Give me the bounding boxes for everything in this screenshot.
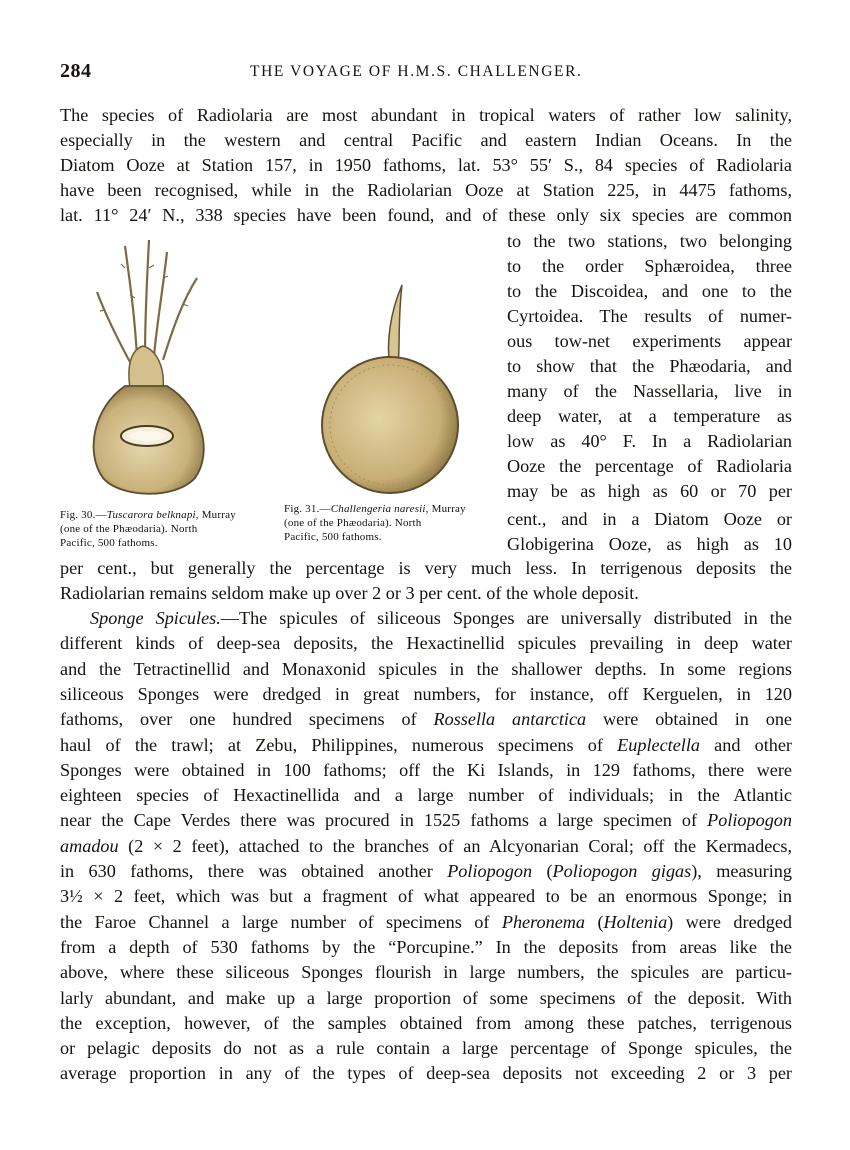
- p1-line: Diatom Ooze at Station 157, in 1950 fathoms, lat. 53° 55′ S., 84 species of Radiolaria: [60, 155, 792, 175]
- p2-line: fathoms, over one hundred specimens of Rossella antarctica were obtained in one: [60, 709, 792, 730]
- p1-line: lat. 11° 24′ N., 338 species have been found, and of these only six species are common: [60, 205, 792, 225]
- p2-line: average proportion in any of the types of deep-sea deposits not exceeding 2 or 3 per: [60, 1063, 792, 1084]
- p2-line: near the Cape Verdes there was procured in 1525 fathoms a large specimen of Poliopogon: [60, 810, 792, 831]
- figure-30-caption: [60, 508, 260, 550]
- p2-line: haul of the trawl; at Zebu, Philippines, numerous specimens of Euplectella and other: [60, 734, 792, 755]
- p2-line: amadou (2 × 2 feet), attached to the branches of an Alcyonarian Coral; off the Kermadecs,: [60, 835, 792, 856]
- p2-line: the exception, however, of the samples obtained from among these patches, terrigenous: [60, 1012, 792, 1033]
- p1-column-line: many of the Nassellaria, live in: [507, 381, 792, 401]
- p2-line: Sponge Spicules.—The spicules of siliceous Sponges are universally distributed in the: [90, 608, 792, 628]
- p1-column-line: to show that the Phæodaria, and: [507, 356, 792, 376]
- fig30-line3: Pacific, 500 fathoms.: [60, 537, 158, 549]
- p1-line: especially in the western and central Pacific and eastern Indian Oceans. In the: [60, 130, 792, 150]
- p2-line: from a depth of 530 fathoms by the “Porcupine.” In the deposits from areas like the: [60, 936, 792, 957]
- p2-line: siliceous Sponges were dredged in great numbers, for instance, off Kerguelen, in 120: [60, 683, 792, 704]
- p1-column-line: low as 40° F. In a Radiolarian: [507, 431, 792, 451]
- p1-line: have been recognised, while in the Radiolarian Ooze at Station 225, in 4475 fathoms,: [60, 180, 792, 200]
- p1-line: The species of Radiolaria are most abundant in tropical waters of rather low salinity,: [60, 105, 792, 125]
- fig30-label: Fig. 30.—: [60, 509, 107, 521]
- running-title: THE VOYAGE OF H.M.S. CHALLENGER.: [250, 63, 583, 80]
- p1-column-line: may be as high as 60 or 70 per: [507, 481, 792, 501]
- fig31-label: Fig. 31.—: [284, 503, 331, 515]
- p1-column-line: deep water, at a temperature as: [507, 406, 792, 426]
- p2-line: eighteen species of Hexactinellida and a large number of individuals; in the Atlantic: [60, 785, 792, 806]
- p1-column-line: cent., and in a Diatom Ooze or: [507, 509, 792, 529]
- fig31-line2: (one of the Phæodaria). North: [284, 517, 422, 529]
- fig31-species: Challengeria naresii,: [330, 503, 429, 515]
- p2-line: and the Tetractinellid and Monaxonid spicules in the shallower depths. In some regions: [60, 658, 792, 679]
- p2-line: larly abundant, and make up a large proportion of some specimens of the deposit. With: [60, 987, 792, 1008]
- p1-column-line: to the two stations, two belonging: [507, 231, 792, 251]
- p1-column-line: Cyrtoidea. The results of numer-: [507, 306, 792, 326]
- p2-line: above, where these siliceous Sponges flourish in large numbers, the spicules are particu-: [60, 962, 792, 983]
- fig30-species: Tuscarora belknapi,: [106, 509, 199, 521]
- page-header: [60, 60, 792, 84]
- p1-column-line: Globigerina Ooze, as high as 10: [507, 534, 792, 554]
- p2-line: Sponges were obtained in 100 fathoms; off the Ki Islands, in 129 fathoms, there were: [60, 759, 792, 780]
- p2-line: in 630 fathoms, there was obtained another Poliopogon (Poliopogon gigas), measuring: [60, 861, 792, 881]
- figure-31-illustration: [310, 283, 460, 498]
- p2-line: the Faroe Channel a large number of specimens of Pheronema (Holtenia) were dredged: [60, 911, 792, 932]
- fig30-author: Murray: [198, 509, 236, 521]
- p2-line: 3½ × 2 feet, which was but a fragment of what appeared to be an enormous Sponge; in: [60, 886, 792, 907]
- p2-line: different kinds of deep-sea deposits, the Hexactinellid spicules prevailing in deep water: [60, 633, 792, 654]
- p1-column-line: ous tow-net experiments appear: [507, 331, 792, 351]
- p1-column-line: to the Discoidea, and one to the: [507, 281, 792, 301]
- figure-30-illustration: [75, 238, 225, 500]
- p1-line: per cent., but generally the percentage is very much less. In terrigenous deposits the: [60, 558, 792, 578]
- page-number: 284: [60, 60, 92, 82]
- fig30-line2: (one of the Phæodaria). North: [60, 523, 198, 535]
- p1-column-line: Ooze the percentage of Radiolaria: [507, 456, 792, 476]
- fig31-line3: Pacific, 500 fathoms.: [284, 531, 382, 543]
- p1-line: Radiolarian remains seldom make up over 2 or 3 per cent. of the whole deposit.: [60, 583, 639, 603]
- figure-31-caption: [284, 502, 494, 544]
- fig31-author: Murray: [428, 503, 466, 515]
- p2-line: or pelagic deposits do not as a rule contain a large percentage of Sponge spicules, the: [60, 1038, 792, 1059]
- p1-column-line: to the order Sphæroidea, three: [507, 256, 792, 276]
